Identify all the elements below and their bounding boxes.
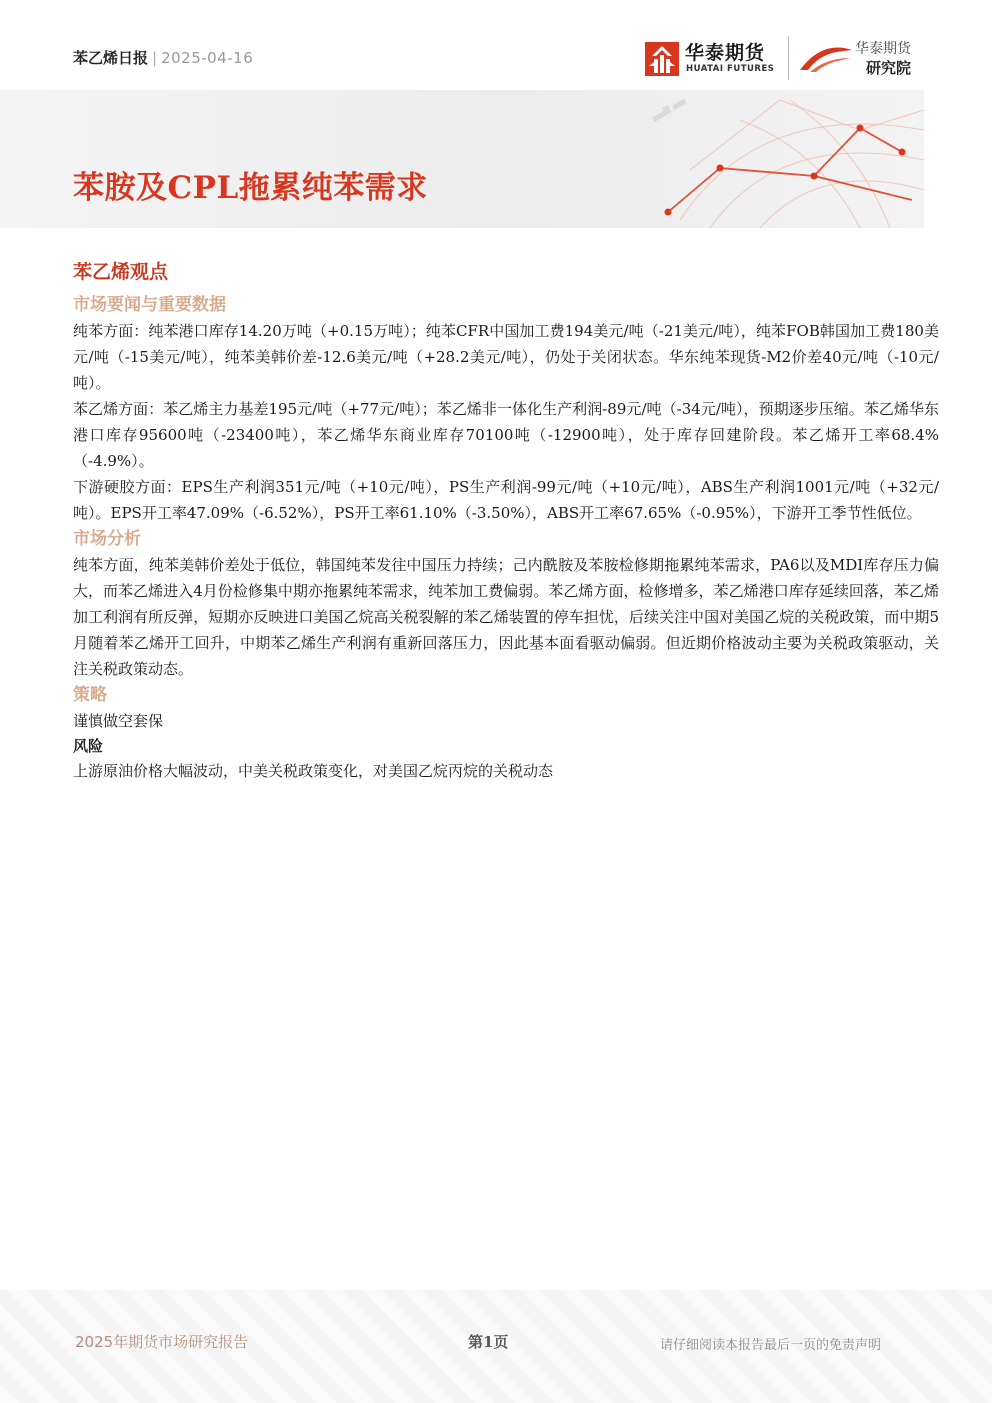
news-heading: 市场要闻与重要数据 — [73, 295, 226, 315]
report-body — [73, 258, 939, 784]
logo-brand-en: HUATAI FUTURES — [686, 64, 775, 74]
news-paragraph-styrene: 苯乙烯方面：苯乙烯主力基差195元/吨（+77元/吨）；苯乙烯非一体化生产利润-89元/吨（-34元/吨），预期逐步压缩。苯乙烯华东港口库存95600吨（-23400吨），苯乙烯华东商业库存70100吨（-12900吨），处于库存回建阶段。苯乙烯开工率68.4%（-4.9%）。 — [73, 400, 939, 470]
institute-name-line1: 华泰期货 — [855, 41, 911, 57]
section-title: 苯乙烯观点 — [73, 261, 169, 283]
report-title: 苯胺及CPL拖累纯苯需求 — [73, 170, 428, 206]
report-date: 2025-04-16 — [161, 49, 254, 67]
footer-report-series: 2025年期货市场研究报告 — [75, 1333, 249, 1351]
logo-divider — [788, 36, 789, 80]
header-separator: | — [152, 49, 158, 67]
strategy-text: 谨慎做空套保 — [73, 712, 164, 730]
disclaimer-note: 请仔细阅读本报告最后一页的免责声明 — [660, 1338, 882, 1353]
news-paragraph-benzene: 纯苯方面：纯苯港口库存14.20万吨（+0.15万吨）；纯苯CFR中国加工费194美元/吨（-21美元/吨），纯苯FOB韩国加工费180美元/吨（-15美元/吨），纯苯美韩价差-12.6美元/吨（+28.2美元/吨），仍处于关闭状态。华东纯苯现货-M2价差40元/吨（-10元/吨）。 — [73, 322, 939, 392]
network-globe-decoration-icon — [560, 90, 924, 228]
logo-brand-cn: 华泰期货 — [685, 42, 766, 64]
risk-heading: 风险 — [73, 737, 104, 755]
risk-text: 上游原油价格大幅波动，中美关税政策变化，对美国乙烷丙烷的关税动态 — [73, 762, 554, 780]
report-header-label — [73, 46, 253, 70]
report-name: 苯乙烯日报 — [73, 49, 149, 67]
analysis-heading: 市场分析 — [73, 529, 141, 549]
page-number: 第1页 — [468, 1333, 509, 1351]
strategy-heading: 策略 — [73, 685, 107, 705]
institute-name-line2: 研究院 — [866, 59, 912, 77]
news-paragraph-downstream: 下游硬胶方面：EPS生产利润351元/吨（+10元/吨），PS生产利润-99元/吨（+10元/吨），ABS生产利润1001元/吨（+32元/吨）。EPS开工率47.09%（-6.52%），PS开工率61.10%（-3.50%），ABS开工率67.65%（-0.95%），下游开工季节性低位。 — [73, 478, 939, 522]
analysis-paragraph: 纯苯方面，纯苯美韩价差处于低位，韩国纯苯发往中国压力持续；己内酰胺及苯胺检修期拖累纯苯需求，PA6以及MDI库存压力偏大，而苯乙烯进入4月份检修集中期亦拖累纯苯需求，纯苯加工费偏弱。苯乙烯方面，检修增多，苯乙烯港口库存延续回落，苯乙烯加工利润有所反弹，短期亦反映进口美国乙烷高关税裂解的苯乙烯装置的停车担忧，后续关注中国对美国乙烷的关税政策，而中期5月随着苯乙烯开工回升，中期苯乙烯生产利润有重新回落压力，因此基本面看驱动偏弱。但近期价格波动主要为关税政策驱动，关注关税政策动态。 — [73, 556, 939, 678]
